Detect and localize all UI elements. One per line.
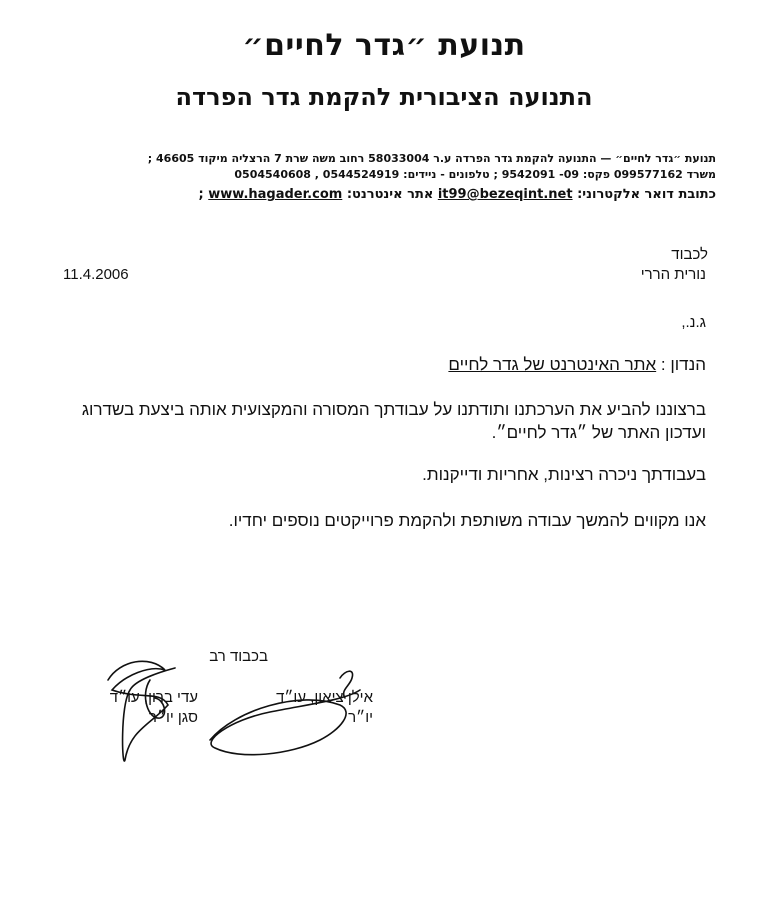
subject-label: הנדון : bbox=[660, 355, 706, 374]
signature-right-stroke bbox=[210, 690, 360, 755]
signatory-role: יו״ר bbox=[348, 709, 373, 726]
signatory-name: עדי ברון, עו״ד bbox=[109, 689, 198, 706]
letterhead-title: תנועת ״גדר לחיים״ bbox=[242, 28, 526, 63]
greeting: ג.נ., bbox=[681, 314, 706, 331]
signatory-role: סגן יו״ר bbox=[148, 709, 198, 726]
body-paragraph-2: בעבודתך ניכרה רצינות, אחריות ודייקנות. bbox=[422, 465, 706, 484]
contact-line-address: תנועת ״גדר לחיים״ — התנועה להקמת גדר הפרדה ע.ר 58033004 רחוב משה שרת 7 הרצליה מיקוד 46605 ; bbox=[147, 152, 716, 165]
email-link[interactable]: it99@bezeqint.net bbox=[437, 187, 573, 202]
letter-date: 11.4.2006 bbox=[63, 266, 129, 283]
body-paragraph-1: ברצוננו להביע את הערכתנו ותודתנו על עבודתך המסורה והמקצועית אותה ביצעת בשדרוג ועדכון האתר של ״גדר לחיים״. bbox=[81, 400, 706, 442]
recipient-label: לכבוד bbox=[671, 246, 708, 263]
signatory-name: אילן ציאון, עו״ד bbox=[276, 689, 373, 706]
body-paragraph-3: אנו מקווים להמשך עבודה משותפת ולהקמת פרוייקטים נוספים יחדיו. bbox=[228, 511, 706, 530]
email-label: כתובת דואר אלקטרוני: bbox=[577, 187, 716, 202]
letterhead-subtitle: התנועה הציבורית להקמת גדר הפרדה bbox=[175, 83, 593, 111]
website-label: אתר אינטרנט: bbox=[346, 187, 434, 202]
recipient-name: נורית הררי bbox=[640, 266, 706, 283]
contact-line-phones: משרד 099577162 פקס: 09- 9542091 ; טלפונים - ניידים: 0544524919 , 0504540608 bbox=[234, 168, 716, 181]
closing-salutation: בכבוד רב bbox=[209, 648, 268, 665]
website-link[interactable]: www.hagader.com bbox=[208, 187, 343, 202]
contact-terminator: ; bbox=[198, 187, 204, 202]
subject-text: אתר האינטרנט של גדר לחיים bbox=[448, 355, 657, 374]
